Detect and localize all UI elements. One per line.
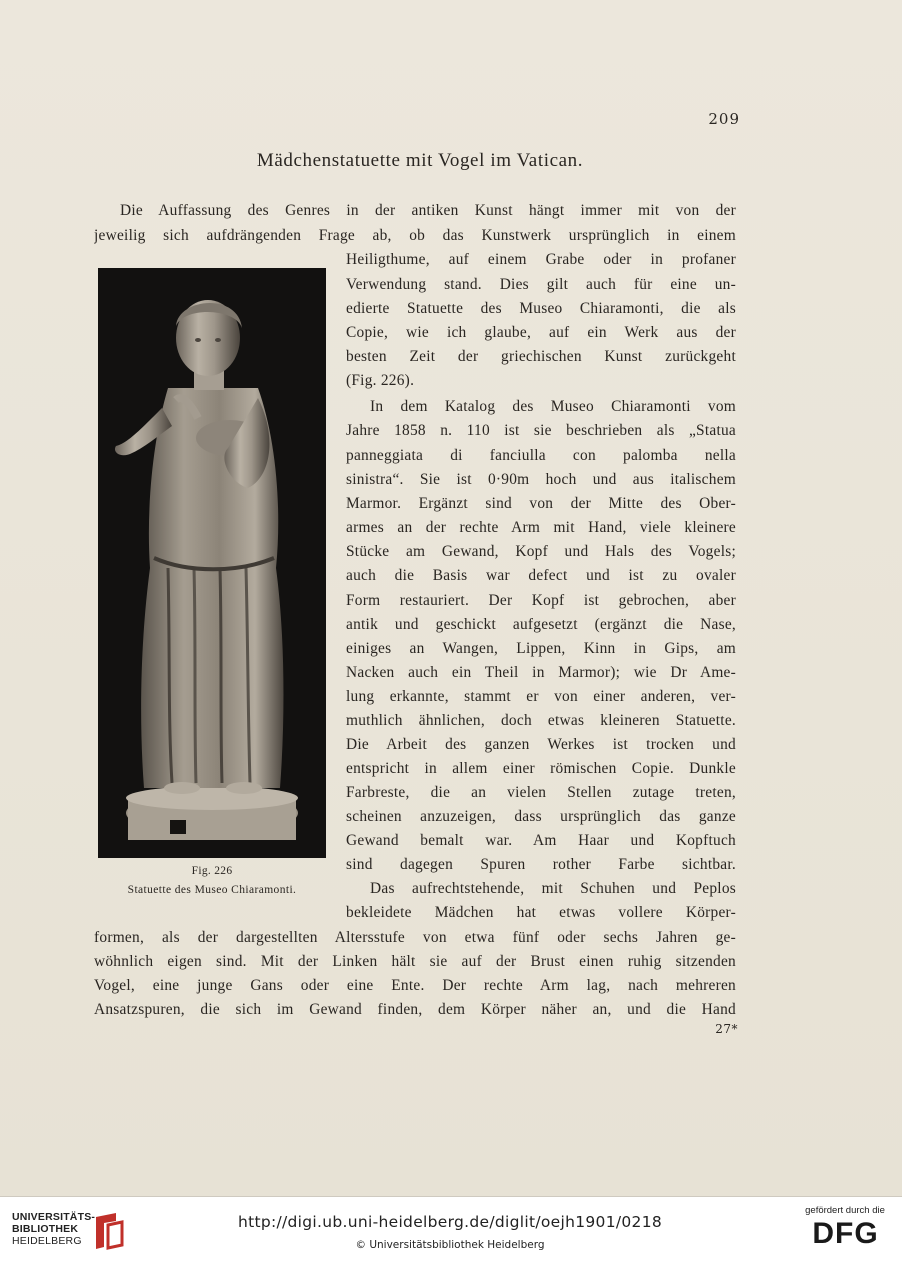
text-line: Farbreste, die an vielen Stellen zutage treten, — [346, 784, 736, 801]
text-line: Verwendung stand. Dies gilt auch für eine un- — [346, 276, 736, 293]
text-line: Ansatzspuren, die sich im Gewand finden, dem Körper näher an, und die Hand — [94, 1001, 736, 1018]
document-url-link[interactable]: http://digi.ub.uni-heidelberg.de/diglit/oejh1901/0218 — [237, 1213, 663, 1231]
text-line: wöhnlich eigen sind. Mit der Linken hält sie auf der Brust einen ruhig sitzenden — [94, 953, 736, 970]
statuette-photo — [98, 268, 326, 858]
university-name — [12, 1211, 96, 1247]
text-line: Die Auffassung des Genres in der antiken Kunst hängt immer mit von der — [120, 202, 736, 219]
university-line: HEIDELBERG — [12, 1235, 82, 1247]
text-line: antik und geschickt aufgesetzt (ergänzt die Nase, — [346, 616, 736, 633]
library-emblem-icon — [92, 1211, 126, 1251]
text-line: Nacken auch ein Theil in Marmor); wie Dr Ame- — [346, 664, 736, 681]
statuette-illustration — [98, 268, 326, 858]
text-line: muthlich ähnlichen, doch etwas kleineren Statuette. — [346, 712, 736, 729]
signature-mark: 27* — [715, 1022, 738, 1036]
text-line: Form restauriert. Der Kopf ist gebrochen, aber — [346, 592, 736, 609]
text-line: Copie, wie ich glaube, auf ein Werk aus der — [346, 324, 736, 341]
figure-caption: Statuette des Museo Chiaramonti. — [127, 884, 297, 896]
text-line: besten Zeit der griechischen Kunst zurückgeht — [346, 348, 736, 365]
text-line: auch die Basis war defect und ist zu ovaler — [346, 567, 736, 584]
text-line: sind dagegen Spuren rother Farbe sichtbar. — [346, 856, 736, 873]
university-line: UNIVERSITÄTS- — [12, 1211, 96, 1223]
text-line: einiges an Wangen, Lippen, Kinn in Gips, am — [346, 640, 736, 657]
text-line: Marmor. Ergänzt sind von der Mitte des Ober- — [346, 495, 736, 512]
funding-note: gefördert durch die — [805, 1205, 885, 1216]
text-line: Stücke am Gewand, Kopf und Hals des Vogels; — [346, 543, 736, 560]
university-library-logo[interactable] — [12, 1211, 132, 1251]
text-line: Heiligthume, auf einem Grabe oder in profaner — [346, 251, 736, 268]
text-line: bekleidete Mädchen hat etwas vollere Körper- — [346, 904, 736, 921]
copyright-notice: © Universitätsbibliothek Heidelberg — [355, 1239, 545, 1251]
text-line: entspricht in allem einer römischen Copie. Dunkle — [346, 760, 736, 777]
text-line: formen, als der dargestellten Altersstufe von etwa fünf oder sechs Jahren ge- — [94, 929, 736, 946]
page-number: 209 — [708, 110, 740, 128]
figure-label: Fig. 226 — [191, 865, 233, 877]
dfg-logo[interactable]: DFG — [812, 1217, 879, 1250]
text-line: In dem Katalog des Museo Chiaramonti vom — [370, 398, 736, 415]
text-line: sinistra“. Sie ist 0·90m hoch und aus italischem — [346, 471, 736, 488]
text-line: Gewand bemalt war. Am Haar und Kopftuch — [346, 832, 736, 849]
text-line: scheinen anzuzeigen, dass ursprünglich das ganze — [346, 808, 736, 825]
text-line: lung erkannte, stammt er von einer anderen, ver- — [346, 688, 736, 705]
text-line: Das aufrechtstehende, mit Schuhen und Peplos — [370, 880, 736, 897]
text-line: panneggiata di fanciulla con palomba nella — [346, 447, 736, 464]
text-line: Die Arbeit des ganzen Werkes ist trocken und — [346, 736, 736, 753]
text-line: edierte Statuette des Museo Chiaramonti, die als — [346, 300, 736, 317]
digitization-footer — [0, 1196, 902, 1262]
text-line: Vogel, eine junge Gans oder eine Ente. Der rechte Arm lag, nach mehreren — [94, 977, 736, 994]
page-title: Mädchenstatuette mit Vogel im Vatican. — [256, 150, 584, 171]
text-line: (Fig. 226). — [346, 372, 415, 389]
text-line: jeweilig sich aufdrängenden Frage ab, ob das Kunstwerk ursprünglich in einem — [94, 227, 736, 244]
text-line: armes an der rechte Arm mit Hand, viele kleinere — [346, 519, 736, 536]
text-line: Jahre 1858 n. 110 ist sie beschrieben als „Statua — [346, 422, 736, 439]
university-line: BIBLIOTHEK — [12, 1223, 79, 1235]
